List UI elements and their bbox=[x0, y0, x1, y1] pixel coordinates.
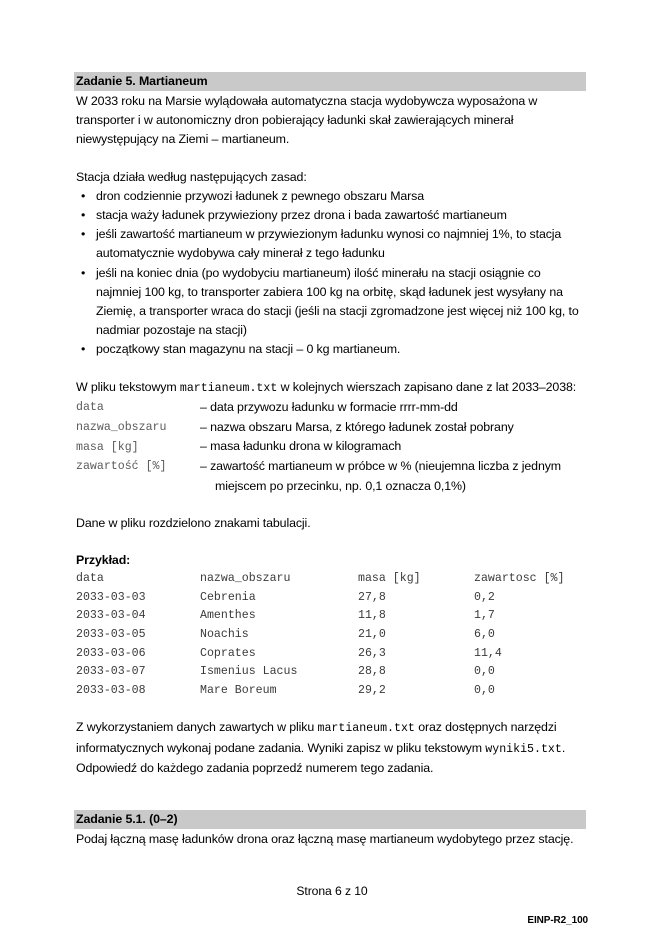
example-data-table bbox=[76, 570, 564, 700]
rules-list-item-text: stacja waży ładunek przywieziony przez drona i bada zawartość martianeum bbox=[96, 208, 507, 223]
cell-area: Amenthes bbox=[200, 609, 256, 623]
file-name-code: martianeum.txt bbox=[179, 381, 278, 395]
cell-mass: 26,3 bbox=[358, 646, 386, 660]
subtask-text: Podaj łączną masę ładunków drona oraz łączną masę martianeum wydobytego przez stację. bbox=[76, 832, 574, 847]
footer-sheet-code: EINP-R2_100 bbox=[527, 915, 588, 926]
cell-date: 2033-03-03 bbox=[76, 590, 146, 604]
file-name-code: martianeum.txt bbox=[317, 722, 415, 736]
table-row bbox=[76, 645, 564, 664]
file-intro-paragraph bbox=[76, 378, 588, 398]
spacer bbox=[76, 778, 588, 800]
table-row bbox=[76, 682, 564, 701]
bullet-icon: • bbox=[81, 188, 86, 203]
field-description: – nazwa obszaru Marsa, z którego ładunek został pobrany bbox=[200, 419, 514, 434]
field-description: – masa ładunku drona w kilogramach bbox=[200, 439, 402, 454]
bullet-icon: • bbox=[81, 208, 86, 223]
field-term: nazwa_obszaru bbox=[76, 421, 167, 435]
cell-content: 11,4 bbox=[474, 646, 502, 660]
cell-area: Mare Boreum bbox=[200, 683, 277, 697]
spacer bbox=[76, 700, 588, 718]
spacer bbox=[76, 800, 588, 810]
cell-date: 2033-03-07 bbox=[76, 665, 146, 679]
cell-mass: 21,0 bbox=[358, 628, 386, 642]
spacer bbox=[76, 533, 588, 551]
subtask-heading-band: Zadanie 5.1. (0–2) bbox=[74, 810, 586, 829]
cell-mass: 27,8 bbox=[358, 590, 386, 604]
field-definition-row bbox=[76, 437, 588, 457]
cell-area: Ismenius Lacus bbox=[200, 665, 298, 679]
rules-list-item-text: początkowy stan magazynu na stacji – 0 kg martianeum. bbox=[96, 342, 401, 357]
cell-area: Cebrenia bbox=[200, 590, 256, 604]
document-page bbox=[76, 72, 588, 849]
cell-date: 2033-03-04 bbox=[76, 609, 146, 623]
field-description-continuation: miejscem po przecinku, np. 0,1 oznacza 0,1%) bbox=[215, 478, 466, 493]
field-term: zawartość [%] bbox=[76, 460, 167, 474]
cell-content: 0,0 bbox=[474, 683, 495, 697]
field-term: data bbox=[76, 401, 104, 415]
cell-content: 1,7 bbox=[474, 609, 495, 623]
rules-list-item bbox=[76, 187, 588, 206]
column-header: data bbox=[76, 572, 104, 586]
closing-text-before: Z wykorzystaniem danych zawartych w pliku bbox=[76, 720, 318, 735]
cell-date: 2033-03-06 bbox=[76, 646, 146, 660]
field-term: masa [kg] bbox=[76, 440, 139, 454]
cell-area: Noachis bbox=[200, 628, 249, 642]
cell-content: 0,2 bbox=[474, 590, 495, 604]
table-header-row bbox=[76, 570, 564, 589]
cell-mass: 11,8 bbox=[358, 609, 386, 623]
bullet-icon: • bbox=[81, 265, 86, 280]
spacer bbox=[76, 496, 588, 514]
spacer bbox=[76, 150, 588, 168]
rules-list-item bbox=[76, 206, 588, 225]
table-row bbox=[76, 663, 564, 682]
field-definition-row bbox=[76, 418, 588, 438]
field-definition-row bbox=[76, 457, 588, 477]
field-description: – zawartość martianeum w próbce w % (nieujemna liczba z jednym bbox=[200, 458, 561, 473]
table-row bbox=[76, 607, 564, 626]
closing-instructions-paragraph bbox=[76, 718, 588, 758]
field-definition-row bbox=[76, 398, 588, 418]
cell-mass: 28,8 bbox=[358, 665, 386, 679]
rules-list-item-text: jeśli zawartość martianeum w przywiezionym ładunku wynosi co najmniej 1%, to stacja automatycznie wydobywa cały minerał z tego ładunku bbox=[96, 227, 562, 261]
file-intro-before: W pliku tekstowym bbox=[76, 379, 180, 394]
cell-mass: 29,2 bbox=[358, 683, 386, 697]
closing-instructions-paragraph-2: Odpowiedź do każdego zadania poprzedź numerem tego zadania. bbox=[76, 760, 434, 775]
bullet-icon: • bbox=[81, 227, 86, 242]
cell-date: 2033-03-08 bbox=[76, 683, 146, 697]
results-file-name-code: wyniki5.txt bbox=[485, 742, 562, 756]
rules-list bbox=[76, 187, 588, 360]
rules-list-item bbox=[76, 264, 588, 341]
rules-list-item-text: jeśli na koniec dnia (po wydobyciu martianeum) ilość minerału na stacji osiągnie co najmniej 100 kg, to transporter zabiera 100 kg na orbitę, skąd ładunek jest wysyłany na Ziemię, a transporter wraca do stacji (jeśli na stacji zgromadzone jest więcej niż 100 kg, to nadmiar pozostaje na stacji) bbox=[96, 265, 579, 338]
file-intro-after: w kolejnych wierszach zapisano dane z lat 2033–2038: bbox=[277, 379, 577, 394]
task-intro-paragraph: W 2033 roku na Marsie wylądowała automatyczna stacja wydobywcza wyposażona w transporter i w autonomiczny dron pobierający ładunki skał zawierających minerał niewystępujący na Ziemi – martianeum. bbox=[76, 94, 538, 147]
column-header: zawartosc [%] bbox=[474, 572, 565, 586]
rules-list-item-text: dron codziennie przywozi ładunek z pewnego obszaru Marsa bbox=[96, 188, 425, 203]
field-description: – data przywozu ładunku w formacie rrrr-mm-dd bbox=[200, 399, 458, 414]
column-header: nazwa_obszaru bbox=[200, 572, 291, 586]
closing-text-after: . bbox=[561, 740, 566, 755]
task-heading-band: Zadanie 5. Martianeum bbox=[74, 72, 586, 91]
cell-content: 0,0 bbox=[474, 665, 495, 679]
table-row bbox=[76, 589, 564, 608]
bullet-icon: • bbox=[81, 342, 86, 357]
example-label: Przykład: bbox=[76, 553, 131, 568]
cell-content: 6,0 bbox=[474, 628, 495, 642]
cell-area: Coprates bbox=[200, 646, 256, 660]
rules-lead-text: Stacja działa według następujących zasad: bbox=[76, 169, 307, 184]
footer-page-label: Strona 6 z 10 bbox=[296, 884, 368, 898]
field-definition-list bbox=[76, 398, 588, 496]
table-row bbox=[76, 626, 564, 645]
column-header: masa [kg] bbox=[358, 572, 421, 586]
cell-date: 2033-03-05 bbox=[76, 628, 146, 642]
rules-list-item bbox=[76, 225, 588, 263]
spacer bbox=[76, 360, 588, 378]
separator-note: Dane w pliku rozdzielono znakami tabulacji. bbox=[76, 515, 311, 530]
closing-text-mid: oraz dostępnych narzędzi informatycznych wykonaj podane zadania. Wyniki zapisz w pliku tekstowym bbox=[76, 720, 557, 755]
rules-list-item bbox=[76, 340, 588, 359]
